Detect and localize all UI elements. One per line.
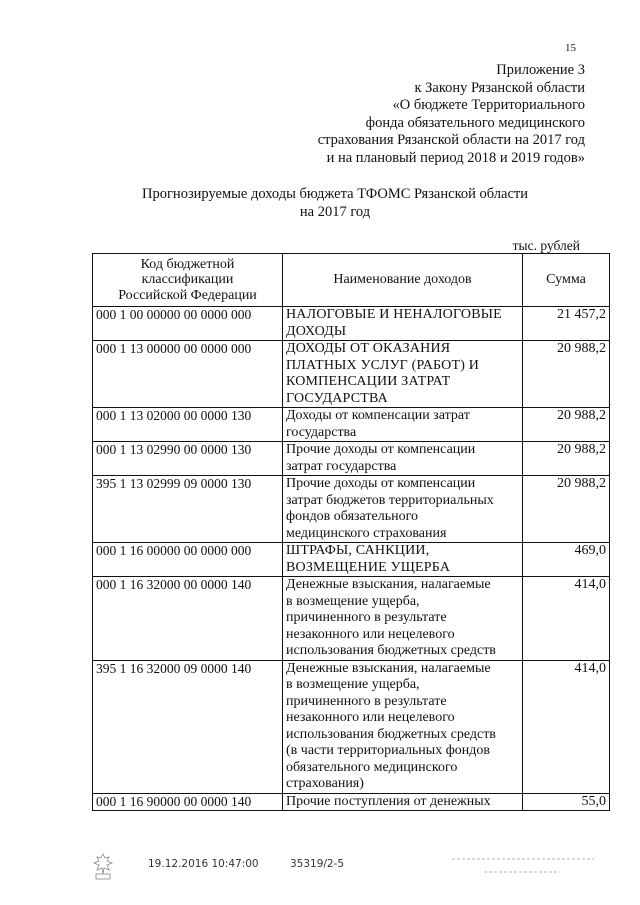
revenue-name-line: затрат государства: [286, 458, 397, 474]
document-title: [60, 185, 610, 221]
revenue-table: [92, 253, 610, 811]
revenue-amount: 20 988,2: [523, 442, 610, 476]
page-number: 15: [565, 42, 576, 54]
table-row: [93, 341, 610, 408]
revenue-name: [283, 307, 523, 341]
revenue-name-line: незаконного или нецелевого: [286, 710, 455, 725]
table-row: [93, 577, 610, 661]
print-stamp: [148, 858, 372, 870]
document-id: 35319/2-5: [289, 858, 345, 870]
revenue-amount: 20 988,2: [523, 341, 610, 408]
revenue-name: [283, 408, 523, 442]
revenue-name-line: медицинского страхования: [286, 525, 447, 541]
revenue-name: [283, 793, 523, 811]
classification-code: 395 1 16 32000 09 0000 140: [93, 660, 283, 793]
faded-watermark: [448, 852, 598, 882]
revenue-name-line: государства: [286, 424, 357, 440]
table-row: [93, 442, 610, 476]
revenue-name-line: (в части территориальных фондов: [286, 743, 491, 758]
revenue-name-line: ДОХОДЫ: [286, 323, 347, 339]
revenue-name-line: ШТРАФЫ, САНКЦИИ,: [286, 543, 430, 558]
revenue-amount: 21 457,2: [523, 307, 610, 341]
revenue-name-line: Денежные взыскания, налагаемые: [286, 660, 491, 676]
revenue-name-line: Прочие доходы от компенсации: [286, 442, 476, 457]
table-row: [93, 543, 610, 577]
revenue-name-line: затрат бюджетов территориальных: [286, 492, 494, 508]
table-row: [93, 408, 610, 442]
revenue-name: [283, 341, 523, 408]
classification-code: 000 1 13 02990 00 0000 130: [93, 442, 283, 476]
revenue-name: [283, 543, 523, 577]
table-row: [93, 476, 610, 543]
revenue-name-line: Прочие поступления от денежных: [286, 793, 491, 809]
units-label: тыс. рублей: [512, 238, 580, 253]
revenue-name-line: незаконного или нецелевого: [286, 626, 455, 642]
revenue-name-line: Прочие доходы от компенсации: [286, 476, 476, 491]
revenue-name-line: обязательного медицинского: [286, 759, 458, 775]
appendix-line: Приложение 3: [496, 62, 585, 78]
revenue-amount: 469,0: [523, 543, 610, 577]
header-code-line: Российской Федерации: [118, 287, 257, 303]
revenue-name-line: в возмещение ущерба,: [286, 677, 420, 692]
revenue-name: [283, 577, 523, 661]
revenue-amount: 414,0: [523, 660, 610, 793]
revenue-name-line: ПЛАТНЫХ УСЛУГ (РАБОТ) И: [286, 357, 480, 373]
revenue-name-line: ДОХОДЫ ОТ ОКАЗАНИЯ: [286, 341, 451, 356]
revenue-name-line: НАЛОГОВЫЕ И НЕНАЛОГОВЫЕ: [286, 307, 502, 322]
revenue-name-line: ВОЗМЕЩЕНИЕ УЩЕРБА: [286, 559, 451, 575]
classification-code: 000 1 16 00000 00 0000 000: [93, 543, 283, 577]
classification-code: 000 1 13 00000 00 0000 000: [93, 341, 283, 408]
appendix-header: [225, 62, 585, 167]
revenue-name-line: Денежные взыскания, налагаемые: [286, 577, 491, 592]
revenue-amount: 414,0: [523, 577, 610, 661]
revenue-name-line: причиненного в результате: [286, 610, 447, 625]
revenue-name-line: использования бюджетных средств: [286, 643, 496, 658]
table-row: [93, 307, 610, 341]
revenue-name: [283, 442, 523, 476]
print-timestamp: 19.12.2016 10:47:00: [148, 858, 259, 870]
revenue-amount: 20 988,2: [523, 476, 610, 543]
appendix-line: к Закону Рязанской области: [414, 79, 585, 96]
header-code-line: Код бюджетной: [140, 256, 235, 272]
revenue-name-line: причиненного в результате: [286, 693, 447, 709]
appendix-line: и на плановый период 2018 и 2019 годов»: [326, 149, 585, 166]
revenue-name-line: страхования): [286, 776, 364, 791]
revenue-amount: 20 988,2: [523, 408, 610, 442]
table-header-row: [93, 254, 610, 307]
header-amount: Сумма: [523, 254, 610, 307]
revenue-name: [283, 476, 523, 543]
table-row: [93, 660, 610, 793]
table-row: [93, 793, 610, 811]
revenue-name: [283, 660, 523, 793]
revenue-name-line: в возмещение ущерба,: [286, 593, 420, 609]
classification-code: 000 1 00 00000 00 0000 000: [93, 307, 283, 341]
appendix-line: страхования Рязанской области на 2017 год: [317, 132, 585, 148]
table-body: [93, 307, 610, 811]
classification-code: 000 1 16 90000 00 0000 140: [93, 793, 283, 811]
revenue-name-line: Доходы от компенсации затрат: [286, 408, 470, 423]
header-name: Наименование доходов: [283, 254, 523, 307]
revenue-name-line: ГОСУДАРСТВА: [286, 390, 388, 406]
classification-code: 395 1 13 02999 09 0000 130: [93, 476, 283, 543]
document-title-line: Прогнозируемые доходы бюджета ТФОМС Рязанской области: [142, 186, 528, 202]
header-code: [93, 254, 283, 307]
header-code-line: классификации: [141, 272, 234, 288]
classification-code: 000 1 16 32000 00 0000 140: [93, 577, 283, 661]
appendix-line: фонда обязательного медицинского: [365, 114, 585, 131]
revenue-amount: 55,0: [523, 793, 610, 811]
revenue-name-line: использования бюджетных средств: [286, 726, 496, 742]
emblem-icon: [90, 852, 116, 882]
classification-code: 000 1 13 02000 00 0000 130: [93, 408, 283, 442]
appendix-line: «О бюджете Территориального: [392, 97, 585, 113]
revenue-name-line: фондов обязательного: [286, 509, 418, 524]
document-title-line: на 2017 год: [299, 204, 371, 220]
revenue-name-line: КОМПЕНСАЦИИ ЗАТРАТ: [286, 374, 451, 389]
